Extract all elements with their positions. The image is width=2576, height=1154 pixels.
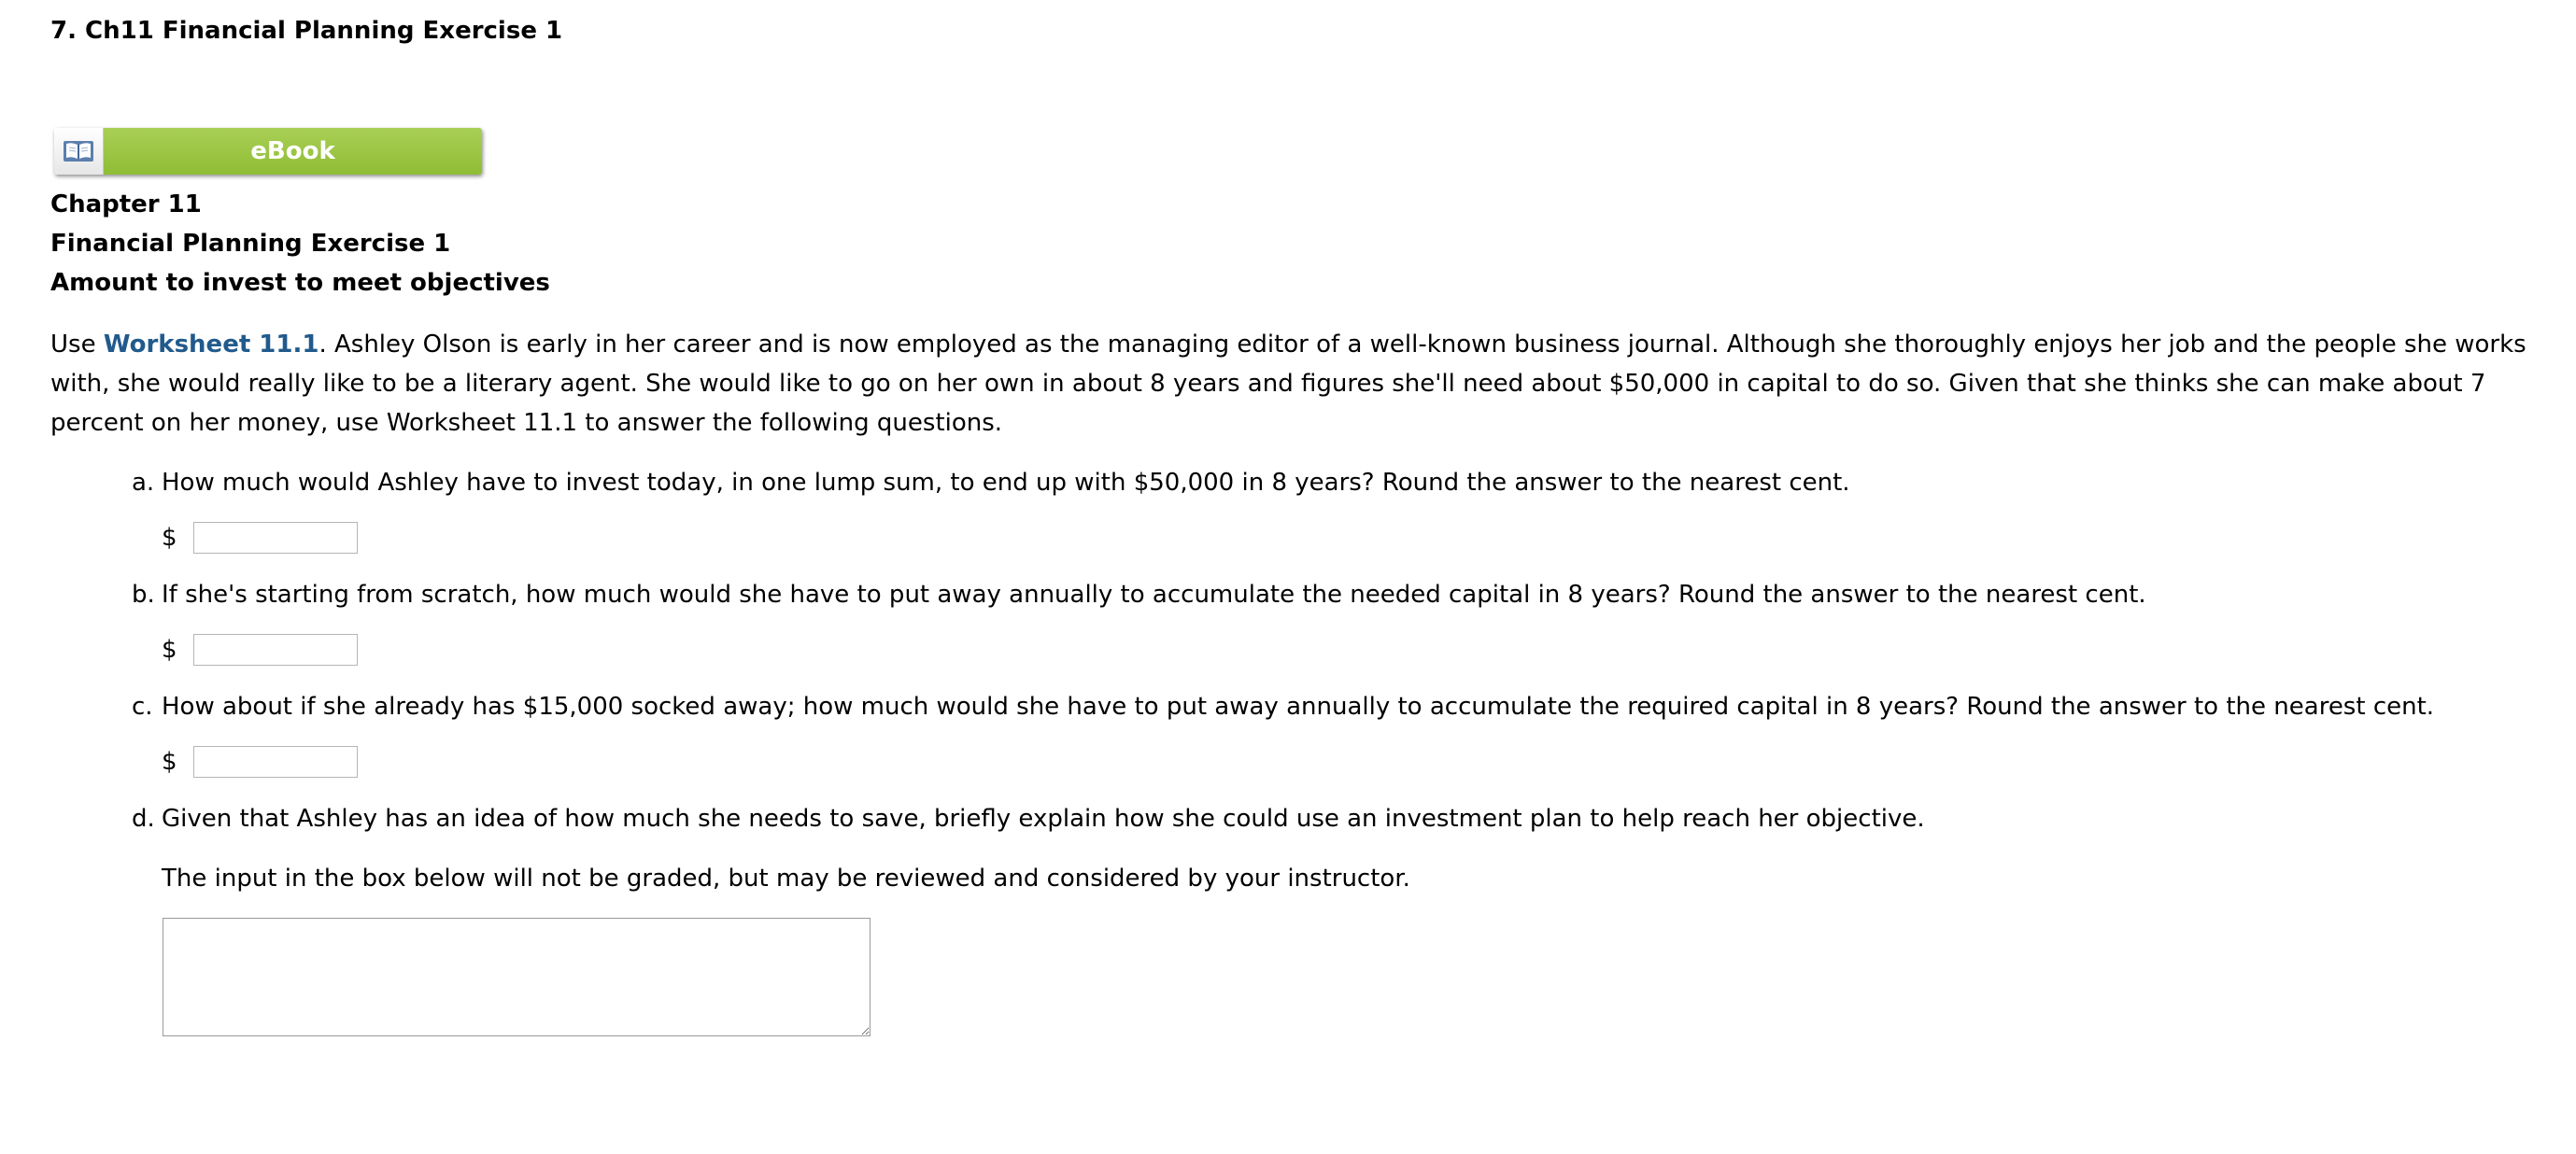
currency-symbol: $ <box>162 748 177 776</box>
question-part-b <box>132 579 2146 611</box>
ungraded-note: The input in the box below will not be graded, but may be reviewed and considered by your instructor. <box>162 865 1410 893</box>
answer-input-a[interactable] <box>193 522 358 554</box>
intro-body: . Ashley Olson is early in her career and is now employed as the managing editor of a well-known business journal. Although she thoroughly enjoys her job and the people she works with, she would really like to be a literary agent. She would like to go on her own in about 8 years and figures she'll need about $50,000 in capital to do so. Given that she thinks she can make about 7 percent on her money, use Worksheet 11.1 to answer the following questions. <box>50 331 2526 437</box>
answer-row-a <box>162 522 358 554</box>
explanation-textarea[interactable] <box>163 918 870 1036</box>
question-part-d <box>132 803 1925 835</box>
currency-symbol: $ <box>162 524 177 552</box>
ebook-label: eBook <box>104 128 482 175</box>
part-text: How much would Ashley have to invest today, in one lump sum, to end up with $50,000 in 8 years? Round the answer to the nearest cent. <box>162 469 1850 497</box>
ebook-button[interactable] <box>54 128 482 175</box>
part-text: How about if she already has $15,000 socked away; how much would she have to put away annually to accumulate the required capital in 8 years? Round the answer to the nearest cent. <box>162 693 2435 721</box>
currency-symbol: $ <box>162 636 177 664</box>
open-book-icon <box>54 128 104 175</box>
topic-heading: Amount to invest to meet objectives <box>50 269 550 297</box>
question-part-c <box>132 691 2434 723</box>
intro-prefix: Use <box>50 331 104 359</box>
question-part-a <box>132 467 1850 499</box>
intro-paragraph <box>50 325 2554 443</box>
part-letter: b. <box>132 581 155 609</box>
question-title: 7. Ch11 Financial Planning Exercise 1 <box>50 17 563 45</box>
chapter-heading: Chapter 11 <box>50 190 202 218</box>
part-text: If she's starting from scratch, how much would she have to put away annually to accumulate the needed capital in 8 years? Round the answer to the nearest cent. <box>162 581 2146 609</box>
exercise-heading: Financial Planning Exercise 1 <box>50 230 451 258</box>
part-letter: a. <box>132 469 155 497</box>
answer-row-b <box>162 634 358 666</box>
answer-row-c <box>162 746 358 778</box>
part-text: Given that Ashley has an idea of how much she needs to save, briefly explain how she could use an investment plan to help reach her objective. <box>162 805 1925 833</box>
answer-input-b[interactable] <box>193 634 358 666</box>
part-letter: d. <box>132 805 155 833</box>
part-letter: c. <box>132 693 153 721</box>
worksheet-link[interactable]: Worksheet 11.1 <box>103 331 319 359</box>
answer-input-c[interactable] <box>193 746 358 778</box>
